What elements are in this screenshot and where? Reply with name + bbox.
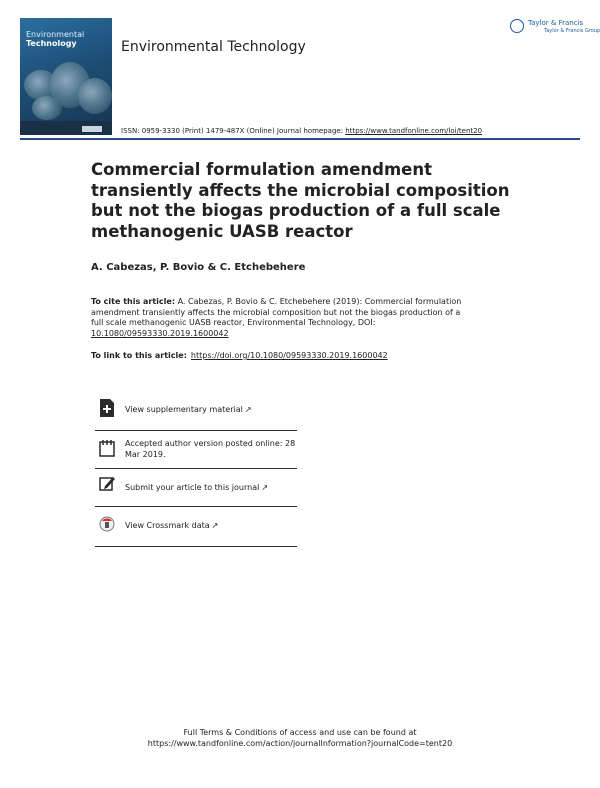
citation-block	[91, 297, 471, 339]
cover-title-line1: Environmental	[26, 30, 85, 39]
supplementary-plus-icon	[99, 399, 115, 417]
journal-title[interactable]: Environmental Technology	[121, 39, 306, 55]
publisher-name: Taylor & Francis	[528, 19, 584, 27]
issn-line	[121, 127, 482, 135]
publisher-logo-circle-icon	[510, 19, 524, 33]
citation-label: To cite this article:	[91, 297, 176, 306]
cover-title-line2: Technology	[26, 39, 77, 48]
article-link-line	[91, 351, 388, 360]
external-link-icon: ↗	[261, 483, 269, 492]
external-link-icon: ↗	[211, 521, 219, 530]
header-divider	[20, 138, 580, 140]
article-title: Commercial formulation amendment transiently affects the microbial composition but not the biogas production of a full scale methanogenic UASB reactor	[91, 160, 510, 241]
supplementary-material-link[interactable]	[125, 405, 252, 416]
journal-homepage-link[interactable]: https://www.tandfonline.com/loi/tent20	[345, 127, 483, 135]
external-link-icon: ↗	[244, 405, 252, 414]
footer-terms-link[interactable]: https://www.tandfonline.com/action/journalInformation?journalCode=tent20	[147, 739, 453, 748]
journal-cover-image	[20, 18, 112, 135]
crossmark-item[interactable]	[95, 507, 297, 547]
article-authors[interactable]: A. Cabezas, P. Bovio & C. Etchebehere	[91, 262, 306, 273]
publisher-logo-icon[interactable]	[510, 17, 600, 39]
publisher-tagline: Taylor & Francis Group	[544, 28, 600, 34]
cover-publisher-mark	[82, 126, 102, 132]
crossmark-link[interactable]	[125, 521, 218, 532]
accepted-date-item	[95, 431, 297, 469]
article-info-list	[95, 393, 297, 547]
citation-doi-link[interactable]: 10.1080/09593330.2019.1600042	[91, 328, 229, 338]
submit-article-label: Submit your article to this journal	[125, 483, 260, 492]
footer-terms	[0, 727, 600, 749]
issn-text: ISSN: 0959-3330 (Print) 1479-487X (Online) Journal homepage:	[121, 127, 346, 135]
article-doi-link[interactable]: https://doi.org/10.1080/09593330.2019.1600042	[190, 351, 388, 360]
crossmark-icon	[99, 516, 115, 534]
submit-article-link[interactable]	[125, 483, 268, 494]
submit-article-item[interactable]	[95, 469, 297, 507]
cover-art	[78, 78, 112, 114]
accepted-date-text: Accepted author version posted online: 28 Mar 2019.	[125, 439, 296, 459]
citation-text: A. Cabezas, P. Bovio & C. Etchebehere (2019): Commercial formulation amendment transiently affects the microbial composition but not the biogas production of a full scale methanogenic UASB reactor, Environmental Technology, DOI:	[91, 297, 462, 327]
supplementary-material-item[interactable]	[95, 393, 297, 431]
cover-art	[32, 96, 62, 120]
supplementary-material-label: View supplementary material	[125, 405, 243, 414]
crossmark-label: View Crossmark data	[125, 521, 210, 530]
article-link-label: To link to this article:	[91, 351, 187, 360]
edit-icon	[99, 475, 115, 493]
calendar-icon	[99, 439, 115, 457]
footer-terms-text: Full Terms & Conditions of access and use can be found at	[183, 728, 417, 737]
